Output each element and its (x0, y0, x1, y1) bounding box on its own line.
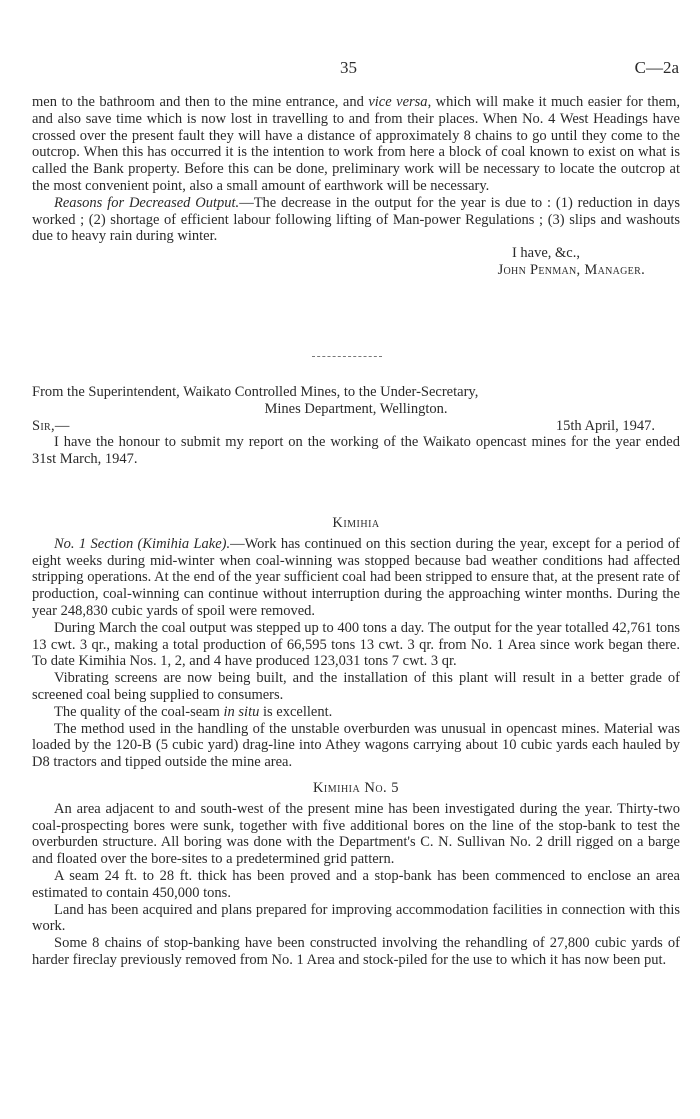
body-paragraph (32, 536, 680, 620)
from-line-continued: Mines Department, Wellington. (264, 400, 448, 417)
from-line: From the Superintendent, Waikato Controlled Mines, to the Under-Secretary, (32, 384, 479, 400)
reasons-label: Reasons for Decreased Output. (54, 194, 240, 211)
paragraph-text: is excellent. (259, 703, 333, 720)
body-paragraph (32, 94, 680, 195)
body-paragraph: During March the coal output was stepped up to 400 tons a day. The output for the year totalled 42,761 tons 13 cwt. 3 qr., making a total production of 66,595 tons 13 cwt. 3 qr. from No. 1 Area since work began there. To date Kimihia Nos. 1, 2, and 4 have produced 123,031 tons 7 cwt. 3 qr. (32, 619, 680, 670)
reasons-text: —The decrease in the output for the year is due to : (1) reduction in days worked ; (2) shortage of efficient labour following lifting of Man-power Regulations ; (3) slips and washouts due to heavy rain during winter. (32, 194, 680, 245)
paragraph-text: men to the bathroom and then to the mine entrance, and (32, 94, 369, 110)
letter-date: 15th April, 1947. (555, 417, 655, 434)
reasons-paragraph (32, 195, 680, 245)
document-reference: C—2a (634, 58, 679, 77)
section-heading-kimihia-no-5: Kimihia No. 5 (312, 779, 400, 796)
section-heading-kimihia: Kimihia (332, 515, 380, 531)
body-paragraph: Land has been acquired and plans prepared for improving accommodation facilities in connection with this work. (32, 901, 680, 935)
body-paragraph: A seam 24 ft. to 28 ft. thick has been proved and a stop-bank has been commenced to enclose an area estimated to contain 450,000 tons. (32, 867, 680, 901)
salutation-row (32, 418, 680, 435)
body-paragraph: Vibrating screens are now being built, and the installation of this plant will result in a better grade of screened coal being supplied to consumers. (32, 670, 680, 703)
section-divider (312, 356, 382, 358)
opening-paragraph: I have the honour to submit my report on the working of the Waikato opencast mines for the year ended 31st March, 1947. (32, 434, 680, 468)
manager-report-end (32, 94, 680, 279)
latin-phrase: vice versa (368, 94, 428, 110)
body-paragraph (32, 704, 680, 721)
body-paragraph: Some 8 chains of stop-banking have been constructed involving the rehandling of 27,800 cubic yards of harder fireclay previously removed from No. 1 Area and stock-piled for the use to which it has now been put. (32, 935, 680, 968)
closing-line: I have, &c., (511, 245, 580, 262)
report-sections (32, 506, 680, 969)
paragraph-text: The quality of the coal-seam (54, 703, 224, 720)
paragraph-text: , which will make it much easier for them, and also save time which is now lost in travelling to and from their places. When No. 4 West Headings have crossed over the present fault they will have a distance of approximately 8 chains to go until they come to the outcrop. When this has occurred it is the intention to work from here a block of coal known to exist on what is called the Bank property. Before this can be done, preliminary work will be necessary to locate the outcrop at the most convenient point, also a small amount of earthwork will be necessary. (32, 94, 681, 194)
body-paragraph: The method used in the handling of the unstable overburden was unusual in opencast mines. Material was loaded by the 120-B (5 cubic yard) drag-line into Athey wagons carrying about 10 cubic yards each hauled by D8 tractors and tipped outside the mine area. (32, 720, 680, 771)
paragraph-text: —Work has continued on this section during the year, except for a period of eight weeks during mid-winter when coal-winning was stopped because bad weather conditions had affected stripping operations. At the end of the year sufficient coal had been stripped to ensure that, at the present rate of production, coal-winning can continue without interruption during the approaching winter months. During the year 248,830 cubic yards of spoil were removed. (32, 535, 681, 619)
signature: John Penman, Manager. (497, 261, 645, 278)
subsection-label: No. 1 Section (Kimihia Lake). (54, 535, 231, 552)
latin-phrase: in situ (223, 703, 260, 720)
salutation: Sir,— (32, 417, 70, 434)
page-header (0, 58, 700, 82)
body-paragraph: An area adjacent to and south-west of the present mine has been investigated during the year. Thirty-two coal-prospecting bores were sunk, together with five additional bores on the line of the stop-bank to test the overburden structure. All boring was done with the Department's C. N. Sullivan No. 2 drill rigged on a barge and floated over the bore-sites to a predetermined grid pattern. (32, 800, 680, 868)
letter-header (32, 384, 680, 468)
page-number: 35 (340, 58, 357, 77)
